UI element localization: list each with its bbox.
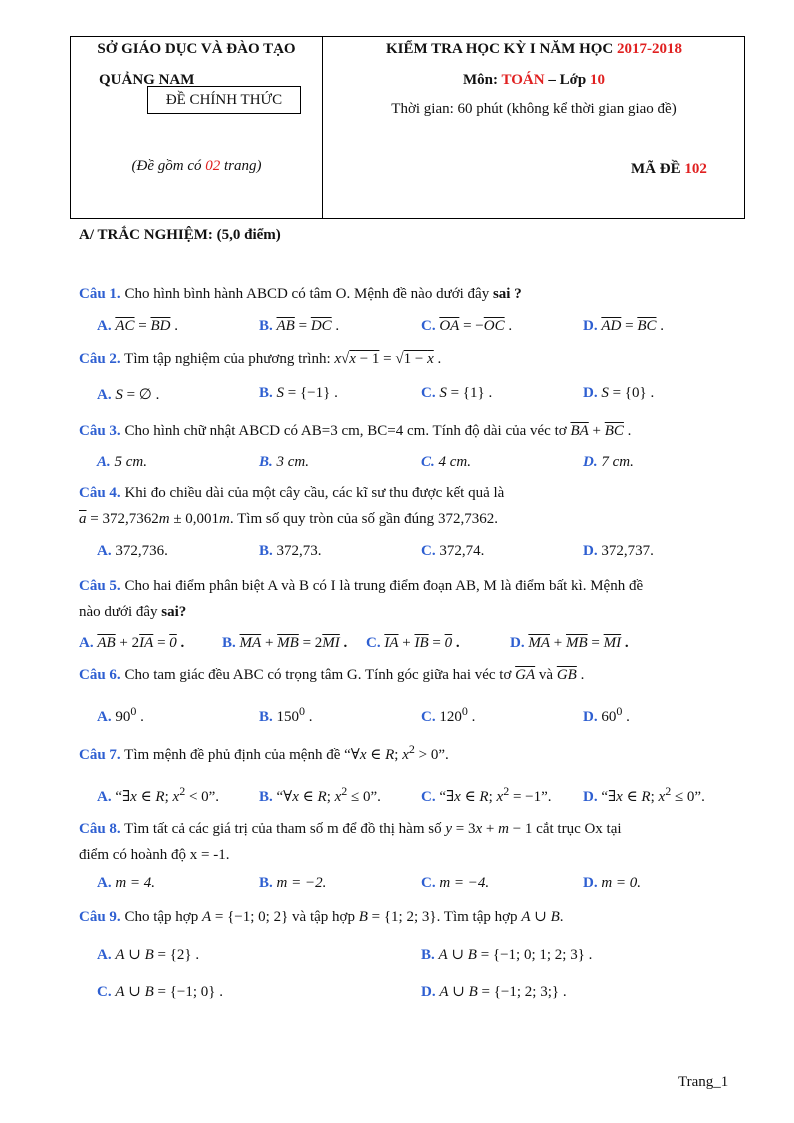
q3-option-a[interactable]: A. 5 cm. — [97, 454, 148, 470]
question-6: Câu 6. Cho tam giác đều ABC có trọng tâm G. Tính góc giữa hai véc tơ $\overline{GA}$ và $\overline{GB}$ . — [79, 667, 585, 683]
question-1: Câu 1. Cho hình bình hành ABCD có tâm O. Mệnh đề nào dưới đây sai ? — [79, 286, 522, 302]
question-3: Câu 3. Cho hình chữ nhật ABCD có AB=3 cm, BC=4 cm. Tính độ dài của véc tơ $\overline{BA} + \overline{BC}$ . — [79, 423, 632, 439]
province-name: QUẢNG NAM — [99, 72, 195, 88]
exam-code: MÃ ĐỀ 102 — [631, 161, 707, 177]
question-5: Câu 5. Cho hai điểm phân biệt A và B có I là trung điểm đoạn AB, M là điểm bất kì. Mệnh đề nào dưới đây sai? — [79, 578, 644, 620]
q5-option-c[interactable]: C. $\overline{IA} + \overline{IB} = 0$ . — [366, 635, 460, 651]
question-2: Câu 2. Tìm tập nghiệm của phương trình: x√x − 1 = √1 − x . — [79, 351, 442, 367]
q9-option-a[interactable]: A. A ∪ B = {2} . — [97, 947, 200, 963]
q5-option-d[interactable]: D. $\overline{MA} + \overline{MB} = \overline{MI}$ . — [510, 635, 629, 651]
q1-option-c[interactable]: C. $\overline{OA} = -\overline{OC}$ . — [421, 318, 513, 334]
official-exam-stamp: ĐỀ CHÍNH THỨC — [147, 86, 301, 114]
q4-option-c[interactable]: C. 372,74. — [421, 543, 485, 559]
q8-option-d[interactable]: D. m = 0. — [583, 875, 642, 891]
q9-option-d[interactable]: D. A ∪ B = {−1; 2; 3;} . — [421, 984, 567, 1000]
exam-title: KIỂM TRA HỌC KỲ I NĂM HỌC 2017-2018 — [386, 41, 682, 57]
q7-option-a[interactable]: A. “∃x ∈ R; $x^2 < 0$”. — [97, 784, 220, 805]
q3-option-c[interactable]: C. 4 cm. — [421, 454, 472, 470]
q9-option-c[interactable]: C. A ∪ B = {−1; 0} . — [97, 984, 224, 1000]
q7-option-b[interactable]: B. “∀x ∈ R; $x^2 \le 0$”. — [259, 784, 381, 805]
question-9: Câu 9. Cho tập hợp A = {−1; 0; 2} và tập hợp B = {1; 2; 3}. Tìm tập hợp A ∪ B. — [79, 909, 564, 925]
question-8: Câu 8. Tìm tất cả các giá trị của tham số m để đồ thị hàm số y = 3x + m − 1 cắt trục Ox tại điểm có hoành độ x = -1. — [79, 821, 622, 863]
page-number: Trang_1 — [678, 1074, 729, 1090]
q5-option-b[interactable]: B. $\overline{MA} + \overline{MB} = 2\overline{MI}$ . — [222, 635, 348, 651]
question-7: Câu 7. Tìm mệnh đề phủ định của mệnh đề “∀x ∈ R; $x^2 > 0$”. — [79, 742, 449, 763]
q4-option-d[interactable]: D. 372,737. — [583, 543, 654, 559]
header-divider — [322, 37, 323, 218]
q2-option-b[interactable]: B. S = {−1} . — [259, 385, 338, 401]
q8-option-b[interactable]: B. m = −2. — [259, 875, 327, 891]
q5-option-a[interactable]: A. $\overline{AB} + 2\overline{IA} = 0$ . — [79, 635, 185, 651]
q1-option-a[interactable]: A. $\overline{AC} = \overline{BD}$ . — [97, 318, 178, 334]
q8-option-a[interactable]: A. m = 4. — [97, 875, 156, 891]
page-count-note: (Đề gồm có 02 trang) — [131, 158, 262, 174]
q8-option-c[interactable]: C. m = −4. — [421, 875, 490, 891]
q7-option-d[interactable]: D. “∃x ∈ R; $x^2 \le 0$”. — [583, 784, 705, 805]
q1-option-b[interactable]: B. $\overline{AB} = \overline{DC}$ . — [259, 318, 340, 334]
q6-option-c[interactable]: C. $120^0$ . — [421, 704, 476, 725]
q2-option-c[interactable]: C. S = {1} . — [421, 385, 493, 401]
q4-option-b[interactable]: B. 372,73. — [259, 543, 322, 559]
q2-option-a[interactable]: A. S = ∅ . — [97, 387, 160, 403]
q7-option-c[interactable]: C. “∃x ∈ R; $x^2 = -1$”. — [421, 784, 552, 805]
q4-option-a[interactable]: A. 372,736. — [97, 543, 168, 559]
department-name: SỞ GIÁO DỤC VÀ ĐÀO TẠO — [97, 41, 296, 57]
q1-option-d[interactable]: D. $\overline{AD} = \overline{BC}$ . — [583, 318, 664, 334]
exam-duration: Thời gian: 60 phút (không kể thời gian giao đề) — [391, 101, 677, 117]
q3-option-d[interactable]: D. 7 cm. — [583, 454, 634, 470]
q6-option-a[interactable]: A. $90^0$ . — [97, 704, 144, 725]
question-4: Câu 4. Khi đo chiều dài của một cây cầu, các kĩ sư thu được kết quả là $\overline{a} = 372,7362m \pm 0,001m$. Tìm số quy tròn của số gần đúng 372,7362. — [79, 485, 505, 527]
exam-header-table — [70, 36, 745, 219]
q9-option-b[interactable]: B. A ∪ B = {−1; 0; 1; 2; 3} . — [421, 947, 593, 963]
section-title: A/ TRẮC NGHIỆM: (5,0 điểm) — [79, 227, 281, 243]
subject-line: Môn: TOÁN – Lớp 10 — [463, 72, 605, 88]
q6-option-d[interactable]: D. $60^0$ . — [583, 704, 630, 725]
q2-option-d[interactable]: D. S = {0} . — [583, 385, 655, 401]
q6-option-b[interactable]: B. $150^0$ . — [259, 704, 313, 725]
q3-option-b[interactable]: B. 3 cm. — [259, 454, 310, 470]
